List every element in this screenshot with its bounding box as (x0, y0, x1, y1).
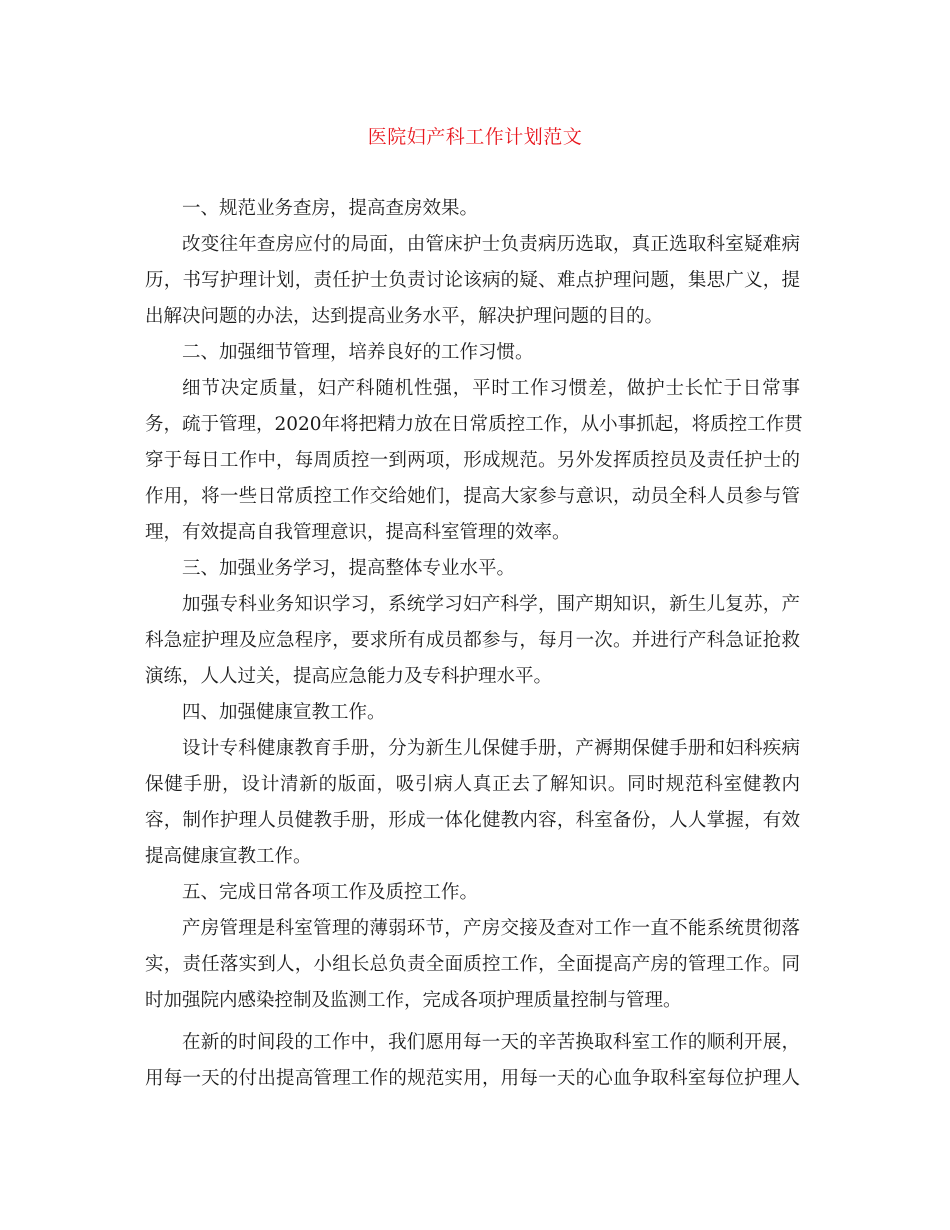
paragraph-line: 提高健康宣教工作。 (145, 846, 312, 867)
section-heading-4: 四、加强健康宣教工作。 (182, 702, 386, 723)
paragraph-line: 演练，人人过关，提高应急能力及专科护理水平。 (145, 666, 553, 687)
paragraph-line: 作用，将一些日常质控工作交给她们，提高大家参与意识，动员全科人员参与管 (145, 486, 800, 507)
paragraph-line: 理，有效提高自我管理意识，提高科室管理的效率。 (145, 522, 571, 543)
section-heading-5: 五、完成日常各项工作及质控工作。 (182, 882, 479, 903)
paragraph-line: 时加强院内感染控制及监测工作，完成各项护理质量控制与管理。 (145, 990, 682, 1011)
section-heading-3: 三、加强业务学习，提高整体专业水平。 (182, 558, 516, 579)
paragraph-line: 改变往年查房应付的局面，由管床护士负责病历选取，真正选取科室疑难病 (182, 234, 800, 255)
paragraph-line: 细节决定质量，妇产科随机性强，平时工作习惯差，做护士长忙于日常事 (182, 378, 800, 399)
paragraph-line: 保健手册，设计清新的版面，吸引病人真正去了解知识。同时规范科室健教内 (145, 774, 800, 795)
paragraph-line: 产房管理是科室管理的薄弱环节，产房交接及查对工作一直不能系统贯彻落 (182, 918, 800, 939)
paragraph-line: 务，疏于管理，2020年将把精力放在日常质控工作，从小事抓起，将质控工作贯 (145, 414, 803, 435)
paragraph-line: 用每一天的付出提高管理工作的规范实用，用每一天的心血争取科室每位护理人 (145, 1068, 800, 1089)
paragraph-line: 实，责任落实到人，小组长总负责全面质控工作，全面提高产房的管理工作。同 (145, 954, 800, 975)
paragraph-line: 设计专科健康教育手册，分为新生儿保健手册，产褥期保健手册和妇科疾病 (182, 738, 800, 759)
paragraph-line: 历，书写护理计划，责任护士负责讨论该病的疑、难点护理问题，集思广义，提 (145, 270, 800, 291)
paragraph-line: 在新的时间段的工作中，我们愿用每一天的辛苦换取科室工作的顺利开展， (182, 1032, 800, 1053)
paragraph-line: 容，制作护理人员健教手册，形成一体化健教内容，科室备份，人人掌握，有效 (145, 810, 800, 831)
section-heading-2: 二、加强细节管理，培养良好的工作习惯。 (182, 342, 534, 363)
paragraph-line: 加强专科业务知识学习，系统学习妇产科学，围产期知识，新生儿复苏，产 (182, 594, 800, 615)
paragraph-line: 科急症护理及应急程序，要求所有成员都参与，每月一次。并进行产科急证抢救 (145, 630, 800, 651)
document-title: 医院妇产科工作计划范文 (367, 126, 583, 148)
section-heading-1: 一、规范业务查房，提高查房效果。 (182, 198, 479, 219)
paragraph-line: 出解决问题的办法，达到提高业务水平，解决护理问题的目的。 (145, 306, 664, 327)
paragraph-line: 穿于每日工作中，每周质控一到两项，形成规范。另外发挥质控员及责任护士的 (145, 450, 800, 471)
